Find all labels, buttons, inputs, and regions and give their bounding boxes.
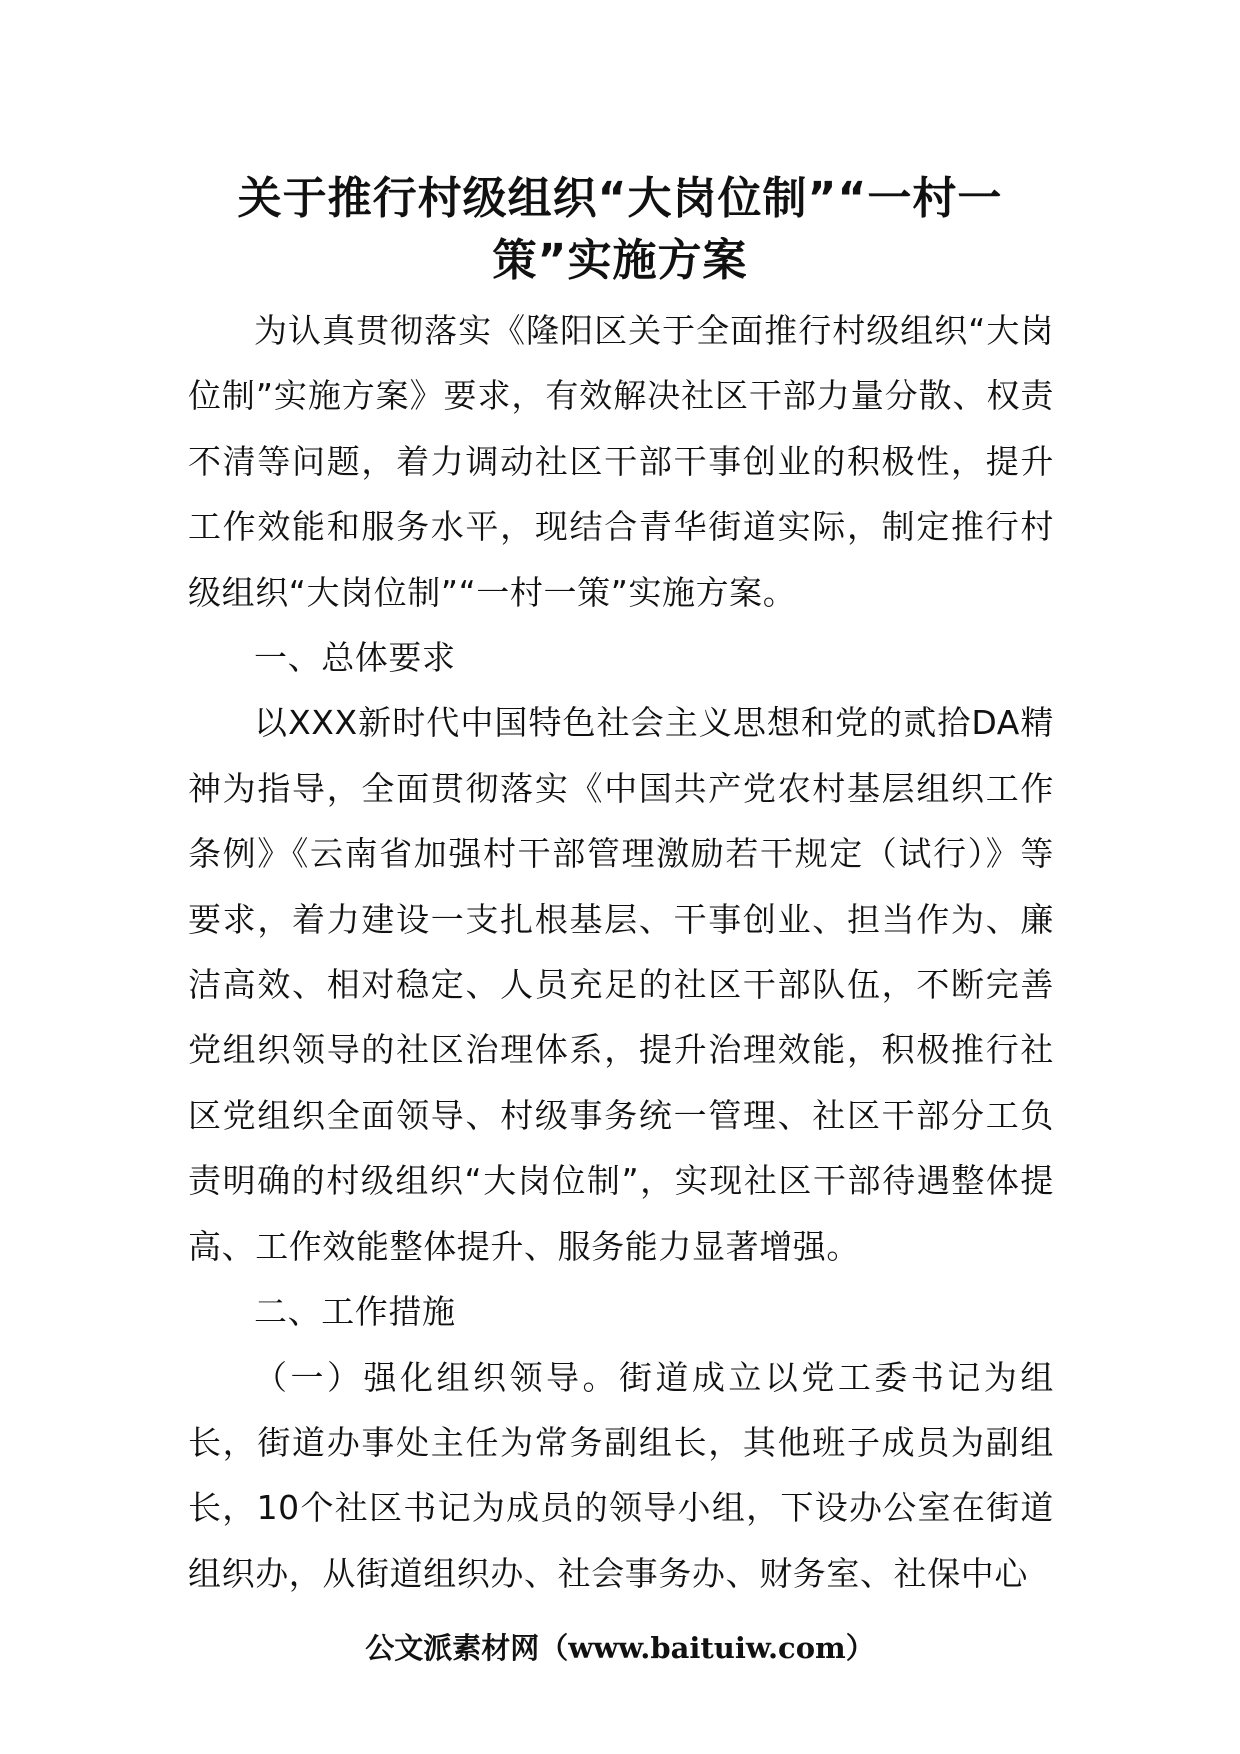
section-heading-work-measures: 二、工作措施 [254,1292,456,1332]
document-body [188,298,1054,1606]
intro-paragraph: 为认真贯彻落实《隆阳区关于全面推行村级组织“大岗位制”实施方案》要求，有效解决社区干部力量分散、权责不清等问题，着力调动社区干部干事创业的积极性，提升工作效能和服务水平，现结合青华街道实际，制定推行村级组织“大岗位制”“一村一策”实施方案。 [188,311,1054,612]
section-heading-general-requirements: 一、总体要求 [254,638,456,678]
footer-watermark: 公文派素材网（www.baituiw.com） [365,1631,875,1665]
general-requirements-paragraph: 以XXX新时代中国特色社会主义思想和党的贰拾DA精神为指导，全面贯彻落实《中国共产党农村基层组织工作条例》《云南省加强村干部管理激励若干规定（试行）》等要求，着力建设一支扎根基层、干事创业、担当作为、廉洁高效、相对稳定、人员充足的社区干部队伍，不断完善党组织领导的社区治理体系，提升治理效能，积极推行社区党组织全面领导、村级事务统一管理、社区干部分工负责明确的村级组织“大岗位制”，实现社区干部待遇整体提高、工作效能整体提升、服务能力显著增强。 [188,703,1054,1266]
document-title: 关于推行村级组织“大岗位制”“一村一策”实施方案 [237,173,1003,286]
work-measures-paragraph: （一）强化组织领导。街道成立以党工委书记为组长，街道办事处主任为常务副组长，其他班子成员为副组长，10个社区书记为成员的领导小组，下设办公室在街道组织办，从街道组织办、社会事务办、财务室、社保中心 [188,1357,1054,1593]
